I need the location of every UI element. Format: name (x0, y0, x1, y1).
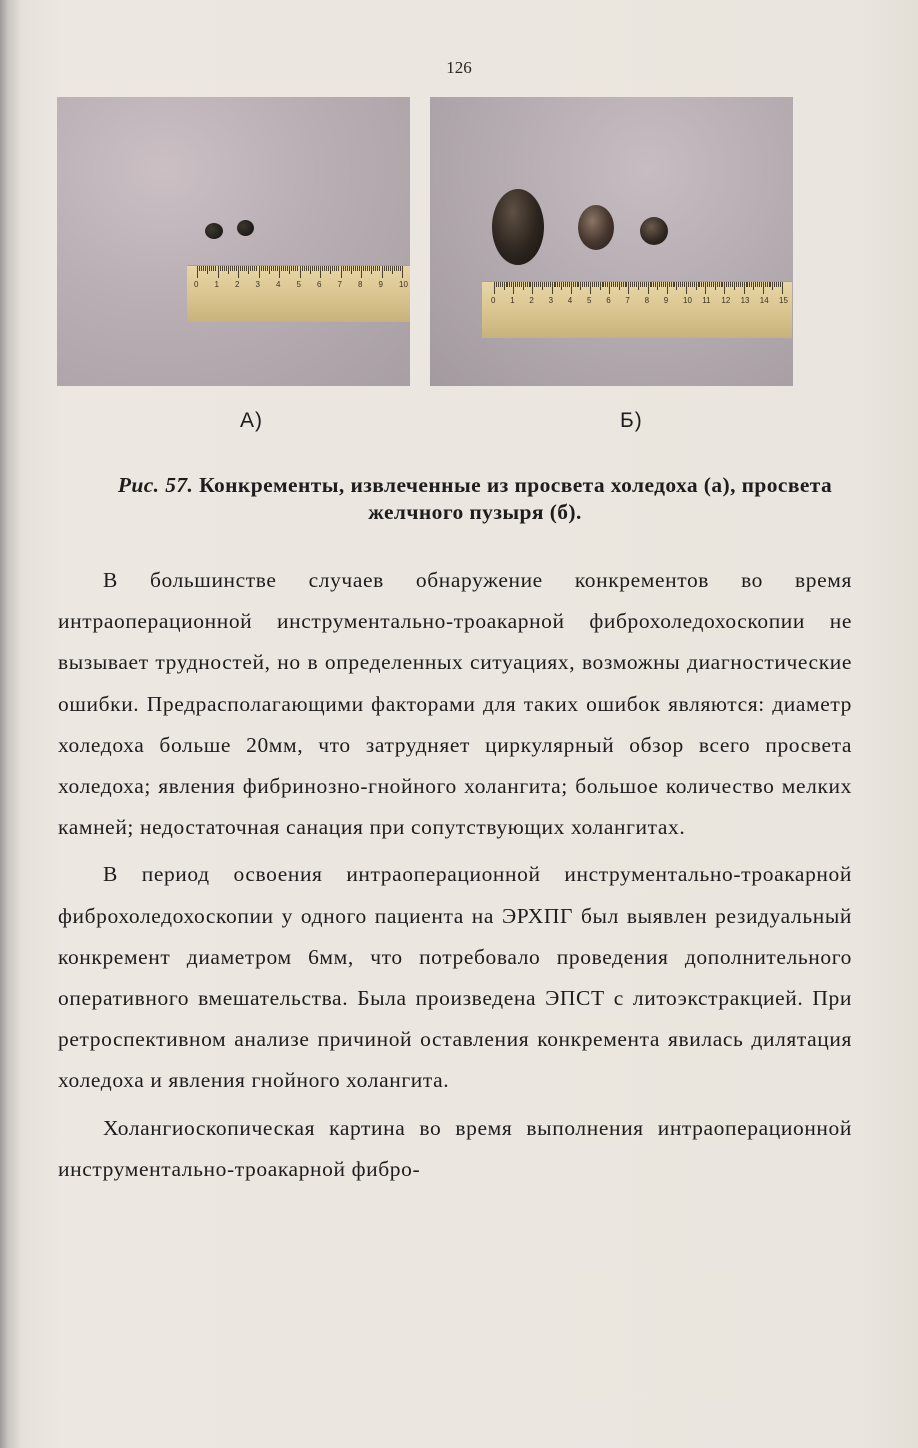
ruler-b-minor-tick (738, 282, 739, 287)
ruler-b-minor-tick (529, 282, 530, 287)
ruler-b-minor-tick (623, 282, 624, 287)
ruler-b-minor-tick (619, 282, 620, 290)
ruler-b-minor-tick (621, 282, 622, 287)
ruler-b-minor-tick (755, 282, 756, 287)
ruler-b-minor-tick (680, 282, 681, 287)
ruler-a-minor-tick (318, 266, 319, 271)
ruler-a-minor-tick (232, 266, 233, 271)
ruler-b-minor-tick (640, 282, 641, 287)
ruler-a-minor-tick (291, 266, 292, 271)
ruler-b-minor-tick (765, 282, 766, 287)
ruler-a-minor-tick (209, 266, 210, 271)
ruler-b-minor-tick (502, 282, 503, 287)
ruler-b-minor-tick (536, 282, 537, 287)
ruler-b-minor-tick (774, 282, 775, 287)
ruler-a-major-tick (279, 266, 280, 278)
ruler-a-minor-tick (390, 266, 391, 271)
ruler-b-number: 11 (702, 296, 711, 305)
ruler-b-number: 5 (587, 296, 592, 305)
body-text (58, 560, 852, 1196)
ruler-b-minor-tick (559, 282, 560, 287)
ruler-a-minor-tick (394, 266, 395, 271)
ruler-b-minor-tick (759, 282, 760, 287)
ruler-b-minor-tick (575, 282, 576, 287)
ruler-a-minor-tick (236, 266, 237, 271)
ruler-a-minor-tick (330, 266, 331, 274)
ruler-b-minor-tick (659, 282, 660, 287)
ruler-a-major-tick (197, 266, 198, 278)
ruler-b-major-tick (744, 282, 745, 294)
ruler-a-number: 10 (399, 280, 408, 289)
ruler-a-major-tick (402, 266, 403, 278)
ruler-b-minor-tick (617, 282, 618, 287)
ruler-a-minor-tick (355, 266, 356, 271)
ruler-b-minor-tick (538, 282, 539, 287)
ruler-b-minor-tick (644, 282, 645, 287)
ruler-a-minor-tick (336, 266, 337, 271)
ruler-a-minor-tick (396, 266, 397, 271)
ruler-a-number: 4 (276, 280, 281, 289)
figure-label-b: Б) (620, 409, 643, 432)
ruler-a-minor-tick (263, 266, 264, 271)
ruler-b-minor-tick (577, 282, 578, 287)
ruler-a-minor-tick (306, 266, 307, 271)
ruler-b-minor-tick (665, 282, 666, 287)
ruler-b-minor-tick (605, 282, 606, 287)
ruler-b-minor-tick (698, 282, 699, 287)
ruler-b-minor-tick (517, 282, 518, 287)
ruler-a-minor-tick (271, 266, 272, 271)
ruler-a-minor-tick (304, 266, 305, 271)
ruler-b-minor-tick (511, 282, 512, 287)
ruler-b-minor-tick (565, 282, 566, 287)
ruler-b-minor-tick (646, 282, 647, 287)
ruler-b-major-tick (494, 282, 495, 294)
ruler-b-minor-tick (715, 282, 716, 290)
ruler-a-minor-tick (365, 266, 366, 271)
ruler-b-major-tick (609, 282, 610, 294)
ruler-b-minor-tick (586, 282, 587, 287)
ruler-a-minor-tick (357, 266, 358, 271)
ruler-a-number: 1 (214, 280, 219, 289)
ruler-b-minor-tick (661, 282, 662, 287)
ruler-b-number: 8 (644, 296, 650, 305)
ruler-a-minor-tick (207, 266, 208, 274)
ruler-b-minor-tick (636, 282, 637, 287)
ruler-b-major-tick (590, 282, 591, 294)
ruler-b-minor-tick (602, 282, 603, 287)
ruler-b-minor-tick (730, 282, 731, 287)
ruler-a-minor-tick (222, 266, 223, 271)
ruler-b-minor-tick (682, 282, 683, 287)
ruler-b-minor-tick (523, 282, 524, 290)
ruler-b-minor-tick (544, 282, 545, 287)
ruler-b-minor-tick (671, 282, 672, 287)
ruler-b-minor-tick (726, 282, 727, 287)
ruler-b-minor-tick (588, 282, 589, 287)
ruler-b-minor-tick (746, 282, 747, 287)
ruler-a-minor-tick (201, 266, 202, 271)
ruler-a-minor-tick (248, 266, 249, 274)
ruler-b-minor-tick (676, 282, 677, 290)
ruler-a-minor-tick (226, 266, 227, 271)
ruler-b-minor-tick (626, 282, 627, 287)
ruler-b-minor-tick (747, 282, 748, 287)
ruler-b-minor-tick (634, 282, 635, 287)
ruler-b-minor-tick (778, 282, 779, 287)
ruler-b-minor-tick (709, 282, 710, 287)
ruler-b-minor-tick (625, 282, 626, 287)
ruler-b-minor-tick (567, 282, 568, 287)
figure-caption (105, 472, 845, 526)
ruler-b-minor-tick (498, 282, 499, 287)
ruler-a-minor-tick (312, 266, 313, 271)
ruler-b-minor-tick (603, 282, 604, 287)
ruler-b-number: 7 (625, 296, 630, 305)
ruler-a-minor-tick (205, 266, 206, 271)
ruler-b-minor-tick (678, 282, 679, 287)
ruler-a-major-tick (382, 266, 383, 278)
ruler-a-minor-tick (261, 266, 262, 271)
ruler-a-minor-tick (384, 266, 385, 271)
ruler-b-minor-tick (563, 282, 564, 287)
ruler-b-number: 3 (548, 296, 554, 305)
ruler-b-minor-tick (519, 282, 520, 287)
ruler-b-number: 14 (759, 296, 769, 305)
stone-small-1 (205, 223, 223, 239)
ruler-a-minor-tick (215, 266, 216, 271)
ruler-b-minor-tick (594, 282, 595, 287)
ruler-b-minor-tick (780, 282, 781, 287)
ruler-a-major-tick (300, 266, 301, 278)
ruler-b-minor-tick (598, 282, 599, 287)
ruler-a-minor-tick (256, 266, 257, 271)
caption-lead: Рис. 57. (117, 473, 194, 497)
ruler-b-minor-tick (751, 282, 752, 287)
ruler-a-minor-tick (392, 266, 393, 274)
ruler-b-minor-tick (611, 282, 612, 287)
ruler-a-minor-tick (367, 266, 368, 271)
ruler-b-number: 6 (606, 296, 611, 305)
ruler-b-major-tick (513, 282, 514, 294)
ruler-b-minor-tick (694, 282, 695, 287)
ruler-b-minor-tick (507, 282, 508, 287)
ruler-b-number: 13 (740, 296, 750, 305)
ruler-b-major-tick (628, 282, 629, 294)
ruler-a-major-tick (238, 266, 239, 278)
ruler-b-minor-tick (722, 282, 723, 287)
ruler-a-minor-tick (377, 266, 378, 271)
ruler-b-minor-tick (506, 282, 507, 287)
ruler-a-minor-tick (295, 266, 296, 271)
ruler-b-minor-tick (500, 282, 501, 287)
ruler-b-major-tick (705, 282, 706, 294)
ruler-a-minor-tick (275, 266, 276, 271)
ruler-b-minor-tick (657, 282, 658, 290)
ruler-b-minor-tick (557, 282, 558, 287)
ruler-a-major-tick (361, 266, 362, 278)
ruler-b-minor-tick (600, 282, 601, 290)
ruler-a-minor-tick (308, 266, 309, 271)
ruler-a-minor-tick (379, 266, 380, 271)
ruler-b-minor-tick (653, 282, 654, 287)
ruler-b-minor-tick (734, 282, 735, 290)
ruler-a-minor-tick (332, 266, 333, 271)
ruler-a-minor-tick (302, 266, 303, 271)
ruler-b-minor-tick (713, 282, 714, 287)
ruler-a-minor-tick (250, 266, 251, 271)
ruler-b-minor-tick (613, 282, 614, 287)
ruler-a-minor-tick (230, 266, 231, 271)
ruler-a-minor-tick (322, 266, 323, 271)
ruler-a-minor-tick (242, 266, 243, 271)
ruler-b-minor-tick (674, 282, 675, 287)
ruler-b-minor-tick (592, 282, 593, 287)
ruler-a-number: 2 (235, 280, 240, 289)
ruler-b-minor-tick (578, 282, 579, 287)
ruler-b-minor-tick (569, 282, 570, 287)
ruler-b-minor-tick (584, 282, 585, 287)
stone-small (640, 217, 668, 245)
ruler-b-minor-tick (769, 282, 770, 287)
ruler-b-minor-tick (701, 282, 702, 287)
photo-b-gallbladder-stones (430, 97, 793, 386)
stone-small-2 (237, 220, 254, 236)
ruler-a-minor-tick (240, 266, 241, 271)
ruler-b-number: 9 (663, 296, 669, 305)
ruler-a-minor-tick (369, 266, 370, 271)
ruler-a-number: 8 (358, 280, 363, 289)
ruler-b-minor-tick (732, 282, 733, 287)
ruler-b-minor-tick (527, 282, 528, 287)
ruler-a-major-tick (259, 266, 260, 278)
page-number: 126 (446, 58, 472, 77)
ruler-a-minor-tick (203, 266, 204, 271)
ruler-b-major-tick (667, 282, 668, 294)
ruler-a-minor-tick (211, 266, 212, 271)
ruler-b-minor-tick (767, 282, 768, 287)
ruler-b-minor-tick (776, 282, 777, 287)
paragraph-1: В большинстве случаев обнаружение конкрементов во время интраоперационной инструментально-троакарной фиброхоледохоскопии не вызывает трудностей, но в определенных ситуациях, возможны диагностические ошибки. Предрасполагающими факторами для таких ошибок являются: диаметр холедоха больше 20мм, что затрудняет циркулярный обзор всего просвета холедоха; явления фибринозно-гнойного холангита; большое количество мелких камней; недостаточная санация при сопутствующих холангитах. (58, 568, 852, 840)
ruler-b-minor-tick (515, 282, 516, 287)
ruler-b-major-tick (532, 282, 533, 294)
ruler-a-number: 0 (194, 280, 199, 289)
ruler-b-minor-tick (699, 282, 700, 287)
ruler-b-minor-tick (742, 282, 743, 287)
ruler-b-minor-tick (740, 282, 741, 287)
ruler-b-major-tick (763, 282, 764, 294)
ruler-a-minor-tick (283, 266, 284, 271)
ruler-a-minor-tick (353, 266, 354, 271)
ruler-a-minor-tick (334, 266, 335, 271)
ruler-a-number: 3 (255, 280, 260, 289)
ruler-a-minor-tick (371, 266, 372, 274)
ruler-a-minor-tick (252, 266, 253, 271)
ruler-a-minor-tick (310, 266, 311, 274)
ruler-b-minor-tick (546, 282, 547, 287)
photo-a-choledochal-stones (57, 97, 410, 386)
ruler-a-minor-tick (213, 266, 214, 271)
ruler-a-minor-tick (246, 266, 247, 271)
ruler-b-minor-tick (719, 282, 720, 287)
ruler-b-minor-tick (770, 282, 771, 287)
ruler-a-minor-tick (343, 266, 344, 271)
ruler-b-major-tick (648, 282, 649, 294)
ruler-b-minor-tick (561, 282, 562, 290)
ruler-a-minor-tick (234, 266, 235, 271)
ruler-a-minor-tick (316, 266, 317, 271)
ruler-a-minor-tick (351, 266, 352, 274)
ruler-b-minor-tick (504, 282, 505, 290)
ruler-b-minor-tick (607, 282, 608, 287)
ruler-b-minor-tick (684, 282, 685, 287)
ruler-b-major-tick (724, 282, 725, 294)
ruler-b-number: 12 (721, 296, 731, 305)
ruler-a-major-tick (218, 266, 219, 278)
ruler-a-number: 6 (317, 280, 322, 289)
ruler-a-minor-tick (345, 266, 346, 271)
ruler-b-minor-tick (673, 282, 674, 287)
ruler-a-minor-tick (359, 266, 360, 271)
ruler-a-major-tick (341, 266, 342, 278)
ruler-a-minor-tick (289, 266, 290, 274)
ruler-a-minor-tick (220, 266, 221, 271)
ruler-b-major-tick (686, 282, 687, 294)
ruler-b-major-tick (571, 282, 572, 294)
ruler-a-minor-tick (349, 266, 350, 271)
ruler-b-minor-tick (663, 282, 664, 287)
ruler-b-minor-tick (530, 282, 531, 287)
ruler-b-minor-tick (596, 282, 597, 287)
ruler-b-number: 15 (779, 296, 788, 305)
ruler-b-minor-tick (521, 282, 522, 287)
ruler-b-minor-tick (540, 282, 541, 287)
ruler-a-major-tick (320, 266, 321, 278)
ruler-b-number: 10 (683, 296, 692, 305)
ruler-b-major-tick (552, 282, 553, 294)
ruler-a-minor-tick (228, 266, 229, 274)
ruler-b-minor-tick (753, 282, 754, 290)
ruler-a-number: 7 (337, 280, 342, 289)
ruler-b-minor-tick (534, 282, 535, 287)
ruler-a-minor-tick (293, 266, 294, 271)
ruler-b-minor-tick (642, 282, 643, 287)
ruler-a-minor-tick (326, 266, 327, 271)
ruler-a-minor-tick (254, 266, 255, 271)
ruler-a-minor-tick (338, 266, 339, 271)
ruler-b-number: 4 (567, 296, 573, 305)
ruler-b-minor-tick (573, 282, 574, 287)
ruler-b (482, 281, 792, 338)
ruler-b-minor-tick (655, 282, 656, 287)
ruler-a-minor-tick (388, 266, 389, 271)
ruler-b-minor-tick (525, 282, 526, 287)
ruler-a-minor-tick (386, 266, 387, 271)
ruler-b-minor-tick (509, 282, 510, 287)
ruler-b-minor-tick (703, 282, 704, 287)
ruler-a-minor-tick (224, 266, 225, 271)
ruler-a-minor-tick (281, 266, 282, 271)
ruler-b-minor-tick (707, 282, 708, 287)
ruler-a-minor-tick (267, 266, 268, 271)
ruler-b-minor-tick (651, 282, 652, 287)
ruler-b-minor-tick (669, 282, 670, 287)
ruler-a-number: 5 (296, 280, 301, 289)
ruler-a-minor-tick (277, 266, 278, 271)
ruler-b-number: 0 (491, 296, 496, 305)
ruler-b-minor-tick (632, 282, 633, 287)
ruler-b-minor-tick (582, 282, 583, 287)
ruler-b-major-tick (782, 282, 783, 294)
ruler-b-minor-tick (638, 282, 639, 290)
ruler-a-minor-tick (373, 266, 374, 271)
ruler-a-minor-tick (199, 266, 200, 271)
ruler-b-minor-tick (711, 282, 712, 287)
ruler-b-minor-tick (761, 282, 762, 287)
ruler-b-minor-tick (692, 282, 693, 287)
ruler-a-minor-tick (400, 266, 401, 271)
ruler-b-minor-tick (736, 282, 737, 287)
ruler-a-minor-tick (347, 266, 348, 271)
ruler-a (187, 265, 410, 322)
ruler-a-minor-tick (287, 266, 288, 271)
ruler-b-minor-tick (542, 282, 543, 290)
ruler-b-minor-tick (688, 282, 689, 287)
ruler-a-minor-tick (398, 266, 399, 271)
ruler-b-minor-tick (615, 282, 616, 287)
paragraph-3: Холангиоскопическая картина во время выполнения интраоперационной инструментально-троакарной фибро- (58, 1115, 852, 1181)
ruler-b-minor-tick (728, 282, 729, 287)
ruler-b-minor-tick (650, 282, 651, 287)
ruler-a-minor-tick (328, 266, 329, 271)
ruler-a-minor-tick (244, 266, 245, 271)
caption-text: Конкременты, извлеченные из просвета холедоха (а), просвета желчного пузыря (б). (199, 473, 833, 524)
ruler-a-minor-tick (273, 266, 274, 271)
ruler-b-minor-tick (757, 282, 758, 287)
ruler-b-minor-tick (580, 282, 581, 290)
ruler-a-minor-tick (297, 266, 298, 271)
paragraph-2: В период освоения интраоперационной инструментально-троакарной фиброхоледохоскопии у одного пациента на ЭРХПГ был выявлен резидуальный конкремент диаметром 6мм, что потребовало проведения дополнительного оперативного вмешательства. Была произведена ЭПСТ с литоэкстракцией. При ретроспективном анализе причиной оставления конкремента явилась дилятация холедоха и явления гнойного холангита. (58, 862, 852, 1093)
ruler-a-number: 9 (378, 280, 383, 289)
figure-label-a: А) (240, 409, 263, 432)
ruler-b-minor-tick (555, 282, 556, 287)
stone-medium (578, 205, 614, 250)
ruler-b-minor-tick (721, 282, 722, 287)
ruler-b-minor-tick (772, 282, 773, 290)
ruler-a-minor-tick (363, 266, 364, 271)
stone-large (492, 189, 544, 265)
ruler-b-minor-tick (690, 282, 691, 287)
ruler-b-minor-tick (550, 282, 551, 287)
ruler-a-minor-tick (285, 266, 286, 271)
ruler-b-number: 2 (529, 296, 534, 305)
ruler-a-minor-tick (314, 266, 315, 271)
ruler-b-minor-tick (554, 282, 555, 287)
ruler-b-minor-tick (696, 282, 697, 290)
ruler-b-number: 1 (510, 296, 515, 305)
ruler-b-minor-tick (717, 282, 718, 287)
ruler-a-minor-tick (375, 266, 376, 271)
ruler-b-minor-tick (749, 282, 750, 287)
ruler-a-minor-tick (324, 266, 325, 271)
ruler-b-minor-tick (630, 282, 631, 287)
ruler-a-minor-tick (269, 266, 270, 274)
ruler-a-minor-tick (265, 266, 266, 271)
ruler-b-minor-tick (496, 282, 497, 287)
ruler-b-minor-tick (548, 282, 549, 287)
